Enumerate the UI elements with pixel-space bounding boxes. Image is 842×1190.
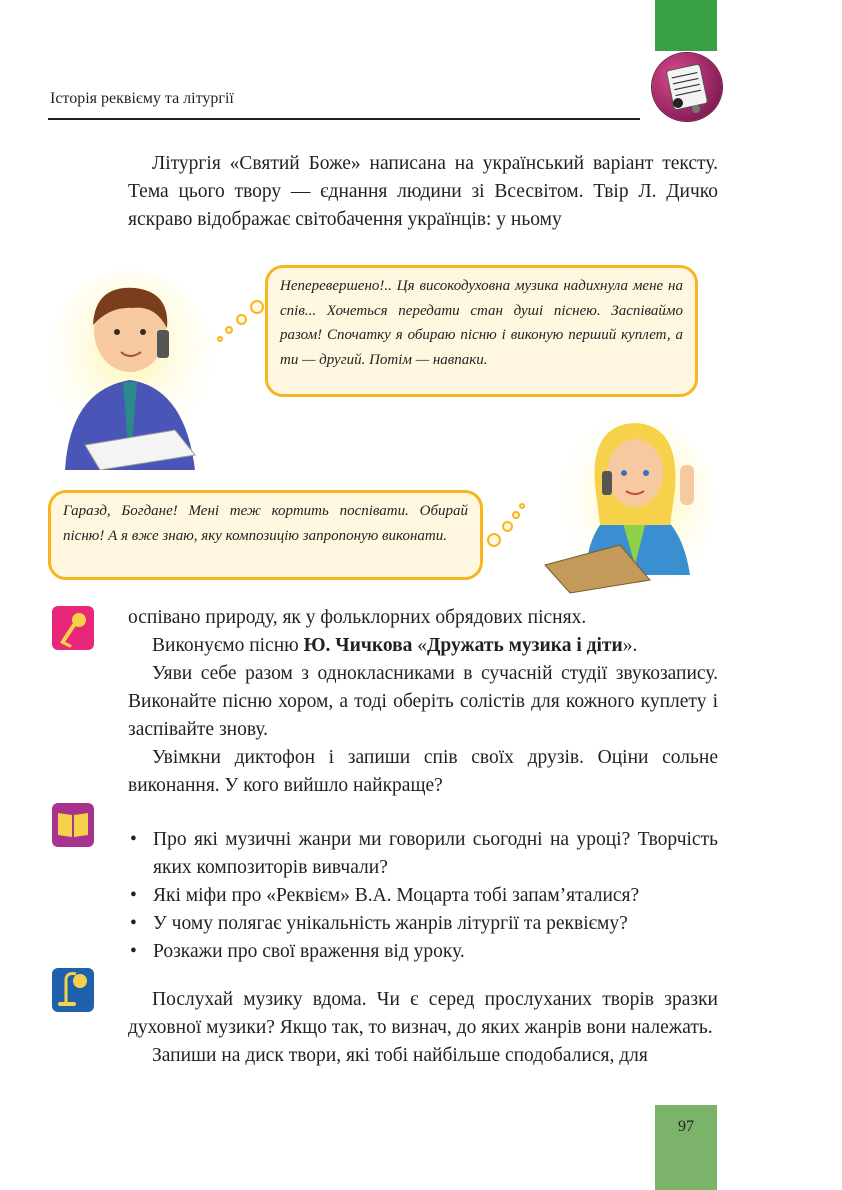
homework-section [128,986,718,1070]
page-header-title: Історія реквієму та літургії [50,90,234,107]
song-quote-close: ». [622,635,638,656]
question-item: • Розкажи про свої враження від уроку. [128,938,718,966]
bubble-tail-dot [519,503,525,509]
bubble-tail-dot [512,511,520,519]
song-title: Дружать музика і діти [427,635,623,656]
boy-bubble-text: Неперевершено!.. Ця високодуховна музика надихнула мене на спів... Хочеться передати стан душі піснею. Заспіваймо разом! Спочатку я обираю пісню і виконую перший куплет, а ти — другий. Потім — навпаки. [280,278,683,368]
page-number: 97 [678,1118,694,1135]
homework-paragraph-2: Запиши на диск твори, які тобі найбільше сподобалися, для [152,1045,648,1066]
bubble-tail-dot [236,314,247,325]
homework-paragraph-1: Послухай музику вдома. Чи є серед прослуханих творів зразки духовної музики? Якщо так, то визнач, до яких жанрів вони належать. [128,989,718,1038]
question-item: • У чому полягає унікальність жанрів літургії та реквієму? [128,910,718,938]
bubble-tail-dot [250,300,264,314]
boy-speech-bubble [265,265,698,397]
sing-section [128,604,718,800]
bubble-tail-dot [225,326,233,334]
song-prefix: Виконуємо пісню [152,635,304,656]
bubble-tail-dot [487,533,501,547]
review-questions [128,826,718,966]
song-quote-open: « [412,635,427,656]
intro-paragraph [128,150,718,234]
header-divider [48,118,640,120]
bubble-tail-dot [217,336,223,342]
girl-illustration [540,415,715,595]
song-author: Ю. Чичкова [303,635,413,656]
girl-bubble-text: Гаразд, Богдане! Мені теж кортить поспівати. Обирай пісню! А я вже знаю, яку композицію запропоную виконати. [63,503,468,544]
sing-continuation: оспівано природу, як у фольклорних обрядових піснях. [128,607,587,628]
girl-speech-bubble [48,490,483,580]
boy-illustration [45,270,215,470]
intro-text: Літургія «Святий Боже» написана на український варіант тексту. Тема цього твору — єднання людини зі Всесвітом. Твір Л. Дичко яскраво відображає світобачення українців: у ньому [128,153,718,230]
question-item: • Про які музичні жанри ми говорили сьогодні на уроці? Творчість яких композиторів вивчали? [128,826,718,882]
questions-list [128,826,718,966]
sing-paragraph-1: Уяви себе разом з однокласниками в сучасній студії звукозапису. Виконайте пісню хором, а тоді оберіть солістів для кожного куплету і заспівайте знову. [128,663,718,740]
microphone-icon [52,606,94,650]
question-item: • Які міфи про «Реквієм» В.А. Моцарта тобі запам’яталися? [128,882,718,910]
book-icon [52,803,94,847]
bubble-tail-dot [502,521,513,532]
sing-paragraph-2: Увімкни диктофон і запиши спів своїх друзів. Оціни сольне виконання. У кого вийшло найкраще? [128,747,718,796]
header-green-tab [655,0,717,51]
music-notes-icon [652,53,722,121]
lamp-icon [52,968,94,1012]
song-line [128,632,718,660]
